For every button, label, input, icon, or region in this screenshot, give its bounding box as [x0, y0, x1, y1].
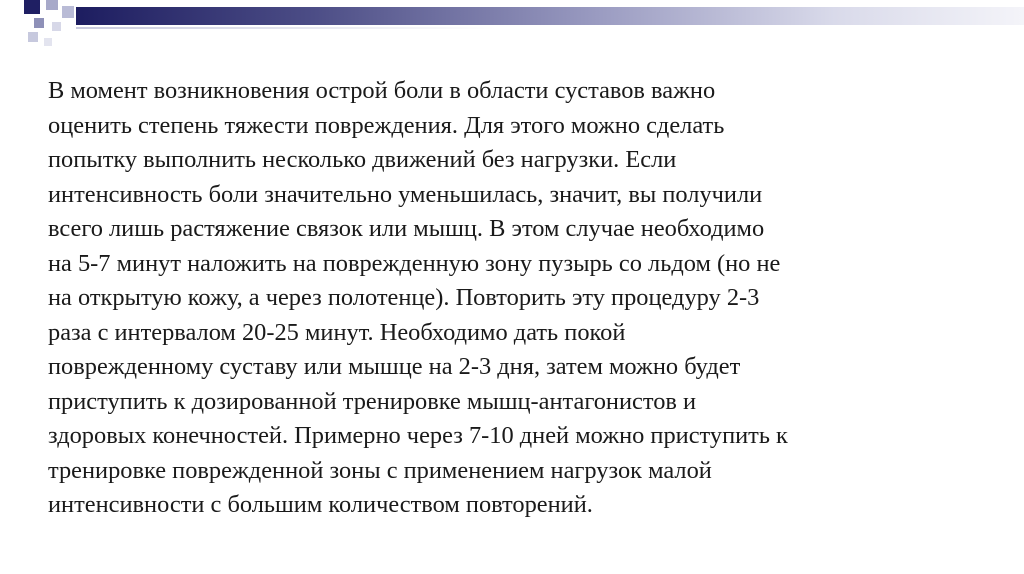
decor-square	[46, 0, 58, 10]
text-line: здоровых конечностей. Примерно через 7-10 дней можно приступить к	[48, 422, 788, 449]
text-line: поврежденному суставу или мышце на 2-3 дня, затем можно будет	[48, 353, 741, 380]
text-line: на 5-7 минут наложить на поврежденную зону пузырь со льдом (но не	[48, 249, 781, 277]
text-line: приступить к дозированной тренировке мышц-антагонистов и	[48, 387, 697, 415]
decor-square	[62, 6, 74, 18]
text-line: раза с интервалом 20-25 минут. Необходимо дать покой	[48, 318, 626, 346]
text-line: В момент возникновения острой боли в области суставов важно	[48, 77, 716, 104]
text-line: попытку выполнить несколько движений без нагрузки. Если	[48, 146, 677, 173]
text-line: всего лишь растяжение связок или мышц. В этом случае необходимо	[48, 215, 765, 242]
text-line: оценить степень тяжести повреждения. Для этого можно сделать	[48, 111, 725, 139]
decor-square	[28, 32, 38, 42]
decor-square	[24, 0, 40, 14]
header-underline	[76, 27, 496, 29]
text-line: интенсивности с большим количеством повторений.	[48, 491, 593, 518]
decor-square	[52, 22, 61, 31]
decor-square	[44, 38, 52, 46]
text-line: интенсивность боли значительно уменьшилась, значит, вы получили	[48, 180, 763, 208]
text-line: на открытую кожу, а через полотенце). Повторить эту процедуру 2-3	[48, 284, 760, 311]
text-line: тренировке поврежденной зоны с применением нагрузок малой	[48, 456, 712, 484]
body-paragraph	[48, 74, 998, 523]
header-gradient-bar	[76, 7, 1024, 25]
decor-square	[34, 18, 44, 28]
